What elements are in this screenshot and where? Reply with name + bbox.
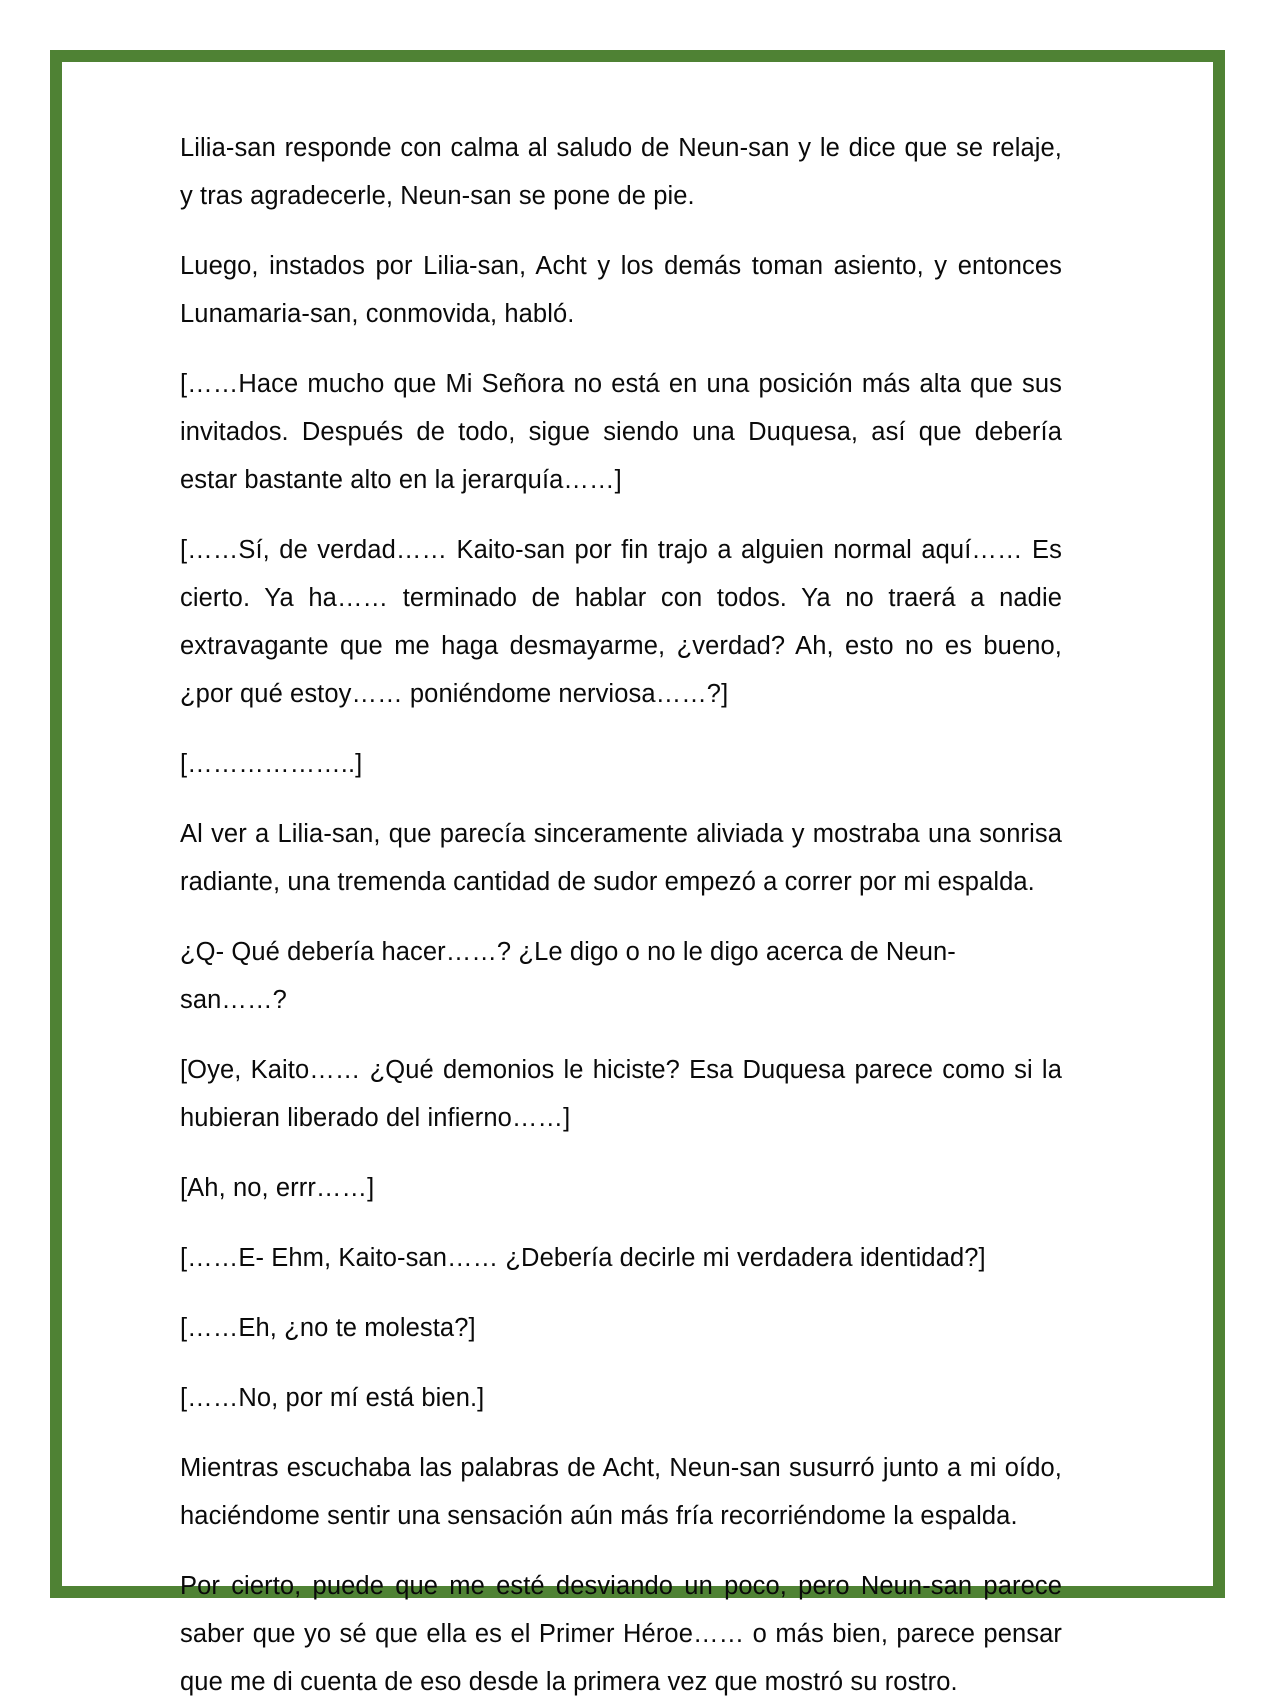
paragraph: [……No, por mí está bien.] bbox=[180, 1384, 485, 1412]
green-page-border bbox=[50, 50, 1225, 1696]
paragraph: Luego, instados por Lilia-san, Acht y los demás toman asiento, y entonces Lunamaria-san, conmovida, habló. bbox=[180, 252, 1062, 328]
paragraph: Lilia-san responde con calma al saludo de Neun-san y le dice que se relaje, y tras agradecerle, Neun-san se pone de pie. bbox=[180, 134, 1062, 210]
paragraph: [……Hace mucho que Mi Señora no está en una posición más alta que sus invitados. Después de todo, sigue siendo una Duquesa, así que debería estar bastante alto en la jerarquía……] bbox=[180, 370, 1062, 494]
paragraph: ¿Q- Qué debería hacer……? ¿Le digo o no le digo acerca de Neun-san……? bbox=[180, 938, 956, 1014]
paragraph: Mientras escuchaba las palabras de Acht, Neun-san susurró junto a mi oído, haciéndome sentir una sensación aún más fría recorriéndome la espalda. bbox=[180, 1454, 1062, 1530]
document-text-body bbox=[180, 124, 1062, 1706]
paragraph: [Oye, Kaito…… ¿Qué demonios le hiciste? Esa Duquesa parece como si la hubieran liberado del infierno……] bbox=[180, 1056, 1062, 1132]
paragraph: [Ah, no, errr……] bbox=[180, 1174, 375, 1202]
paragraph: Al ver a Lilia-san, que parecía sinceramente aliviada y mostraba una sonrisa radiante, una tremenda cantidad de sudor empezó a correr por mi espalda. bbox=[180, 820, 1062, 896]
paragraph-ellipsis: [………………..] bbox=[180, 750, 363, 778]
paragraph: [……Eh, ¿no te molesta?] bbox=[180, 1314, 476, 1342]
paragraph: [……Sí, de verdad…… Kaito-san por fin trajo a alguien normal aquí…… Es cierto. Ya ha…… terminado de hablar con todos. Ya no traerá a nadie extravagante que me haga desmayarme, ¿verdad? Ah, esto no es bueno, ¿por qué estoy…… poniéndome nerviosa……?] bbox=[180, 536, 1062, 708]
paragraph: [……E- Ehm, Kaito-san…… ¿Debería decirle mi verdadera identidad?] bbox=[180, 1244, 986, 1272]
paragraph: Por cierto, puede que me esté desviando un poco, pero Neun-san parece saber que yo sé que ella es el Primer Héroe…… o más bien, parece pensar que me di cuenta de eso desde la primera vez que mostró su rostro. bbox=[180, 1572, 1062, 1696]
